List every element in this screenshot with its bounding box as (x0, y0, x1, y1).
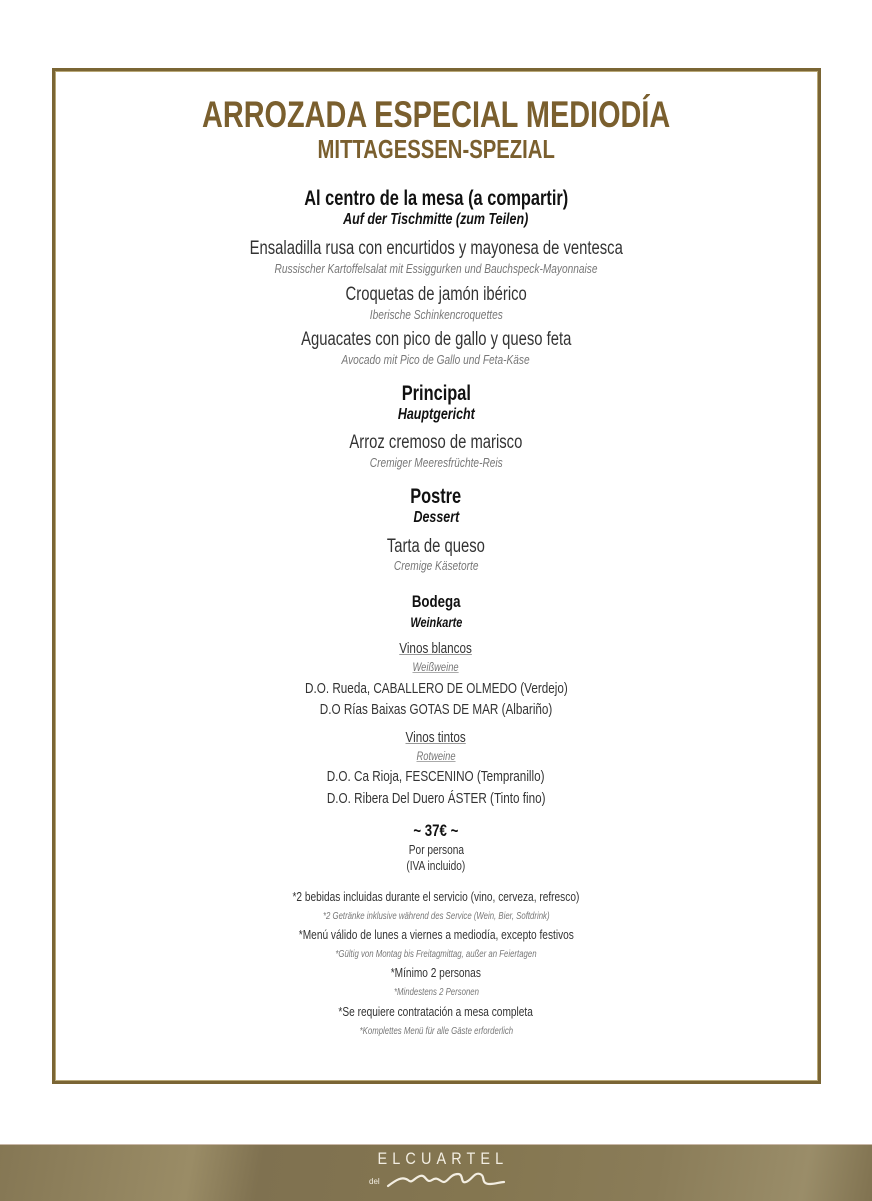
bodega-subtitle: Weinkarte (409, 614, 462, 630)
note-translation-row (0, 983, 872, 999)
menu-title-row (0, 96, 872, 133)
price-amount: ~ 37€ ~ (413, 821, 459, 840)
price-vat: (IVA incluido) (406, 858, 466, 873)
wine-item: D.O Rías Baixas GOTAS DE MAR (Albariño) (319, 701, 553, 718)
wine-category-row (0, 730, 872, 746)
menu-item-name: Arroz cremoso de marisco (349, 432, 523, 453)
menu-subtitle: MITTAGESSEN-SPEZIAL (317, 134, 555, 164)
logo-wordmark (366, 1149, 509, 1168)
menu-item-translation: Russischer Kartoffelsalat mit Essiggurken und Bauchspeck-Mayonnaise (274, 261, 598, 276)
section-subtitle-row (0, 212, 872, 228)
wine-category-row (0, 641, 872, 657)
wine-row (0, 791, 872, 807)
wine-category-white: Vinos blancos (399, 640, 473, 657)
logo-del: del (369, 1177, 380, 1186)
menu-item-name: Aguacates con pico de gallo y queso feta (300, 329, 572, 350)
menu-item-translation: Cremige Käsetorte (393, 558, 479, 573)
menu-item-name: Ensaladilla rusa con encurtidos y mayonesa de ventesca (249, 238, 623, 259)
section-title-row (0, 383, 872, 404)
note-translation-row (0, 945, 872, 961)
menu-item-translation: Cremiger Meeresfrüchte-Reis (369, 455, 503, 470)
logo-script-mar-icon (386, 1170, 506, 1192)
menu-item-row (0, 285, 872, 304)
wine-item: D.O. Rueda, CABALLERO DE OLMEDO (Verdejo) (304, 680, 568, 697)
note-row (0, 927, 872, 943)
menu-item-name: Croquetas de jamón ibérico (345, 284, 527, 305)
section-title-row (0, 188, 872, 209)
note-translation-row (0, 907, 872, 923)
wine-item: D.O. Ribera Del Duero ÁSTER (Tinto fino) (326, 790, 546, 807)
note-row (0, 1004, 872, 1020)
menu-item-row (0, 433, 872, 452)
section-subtitle-sharing: Auf der Tischmitte (zum Teilen) (343, 211, 529, 228)
bodega-title: Bodega (411, 592, 461, 611)
note-translation: *2 Getränke inklusive während des Service (Wein, Bier, Softdrink) (322, 911, 550, 922)
menu-item-row (0, 239, 872, 258)
wine-row (0, 769, 872, 785)
section-title-sharing: Al centro de la mesa (a compartir) (303, 187, 568, 210)
price-row (0, 822, 872, 840)
note-text: *2 bebidas incluidas durante el servicio (vino, cerveza, refresco) (292, 889, 580, 904)
note-translation: *Mindestens 2 Personen (393, 987, 479, 998)
wine-row (0, 681, 872, 697)
wine-category-red-translation: Rotweine (416, 749, 456, 763)
section-title-main: Principal (401, 382, 471, 405)
price-vat-row (0, 858, 872, 874)
restaurant-logo (366, 1149, 509, 1196)
note-text: *Menú válido de lunes a viernes a mediodía, excepto festivos (298, 927, 574, 942)
note-row (0, 889, 872, 905)
section-title-row (0, 486, 872, 507)
menu-title: ARROZADA ESPECIAL MEDIODÍA (201, 94, 671, 135)
wine-category-white-translation: Weißweine (412, 660, 460, 674)
section-subtitle-row (0, 510, 872, 526)
wine-item: D.O. Ca Rioja, FESCENINO (Tempranillo) (327, 768, 545, 785)
price-per-person: Por persona (408, 842, 464, 857)
bodega-subtitle-row (0, 615, 872, 631)
menu-item-translation-row (0, 261, 872, 277)
menu-subtitle-row (0, 136, 872, 162)
note-text: *Se requiere contratación a mesa completa (338, 1004, 534, 1019)
section-subtitle-row (0, 407, 872, 423)
price-per-row (0, 842, 872, 858)
note-translation: *Komplettes Menü für alle Gäste erforderlich (359, 1026, 513, 1037)
menu-item-translation: Avocado mit Pico de Gallo und Feta-Käse (341, 352, 531, 367)
section-subtitle-main: Hauptgericht (397, 406, 475, 423)
menu-item-translation: Iberische Schinkencroquettes (369, 307, 503, 322)
wine-category-translation-row (0, 659, 872, 675)
logo-name: ELCUARTEL (377, 1149, 509, 1168)
note-translation: *Gültig von Montag bis Freitagmittag, außer an Feiertagen (335, 949, 537, 960)
section-subtitle-dessert: Dessert (413, 509, 459, 526)
wine-category-translation-row (0, 748, 872, 764)
bodega-title-row (0, 593, 872, 611)
note-translation-row (0, 1022, 872, 1038)
section-title-dessert: Postre (410, 485, 462, 508)
wine-category-red: Vinos tintos (405, 729, 467, 746)
wine-row (0, 702, 872, 718)
menu-item-row (0, 537, 872, 556)
menu-item-translation-row (0, 352, 872, 368)
menu-item-translation-row (0, 558, 872, 574)
menu-item-name: Tarta de queso (386, 536, 486, 557)
menu-item-translation-row (0, 307, 872, 323)
note-text: *Mínimo 2 personas (390, 965, 482, 980)
menu-item-row (0, 330, 872, 349)
menu-item-translation-row (0, 455, 872, 471)
note-row (0, 965, 872, 981)
